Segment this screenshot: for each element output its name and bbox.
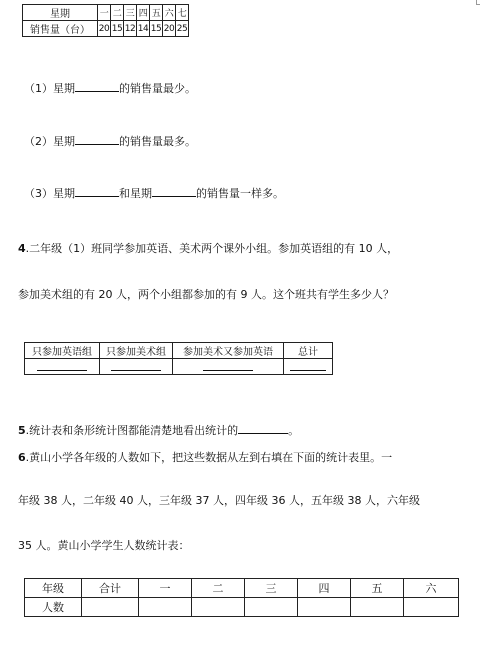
answer-cell[interactable] <box>284 359 333 375</box>
answer-blank[interactable] <box>152 186 196 197</box>
answer-blank[interactable] <box>75 186 119 197</box>
table-row <box>25 359 333 375</box>
table-header-cell: 五 <box>351 579 404 598</box>
table-header-cell: 只参加英语组 <box>25 343 100 359</box>
table-cell: 15 <box>150 21 163 37</box>
answer-cell[interactable] <box>245 598 298 617</box>
question-2-prefix: （2）星期 <box>24 135 75 148</box>
problem-5-suffix: 。 <box>288 424 300 437</box>
answer-blank[interactable] <box>238 423 288 434</box>
table-header-cell: 三 <box>245 579 298 598</box>
problem-4-line-2 <box>18 286 394 302</box>
table-cell: 三 <box>124 5 137 21</box>
problem-5-text: .统计表和条形统计图都能清楚地看出统计的 <box>25 424 239 437</box>
question-3-suffix: 的销售量一样多。 <box>196 187 284 200</box>
answer-cell[interactable] <box>298 598 351 617</box>
table-header-cell: 总计 <box>284 343 333 359</box>
table-cell: 20 <box>98 21 111 37</box>
question-2 <box>24 133 196 149</box>
table-row <box>25 343 333 359</box>
table-header-cell: 合计 <box>82 579 139 598</box>
answer-cell[interactable] <box>351 598 404 617</box>
problem-6-number: 6 <box>18 451 26 464</box>
problem-5 <box>18 422 299 438</box>
table-row <box>23 5 189 21</box>
problem-4-text-1: .二年级（1）班同学参加英语、美术两个课外小组。参加英语组的有 10 人， <box>25 242 399 255</box>
question-3 <box>24 185 284 201</box>
question-3-prefix: （3）星期 <box>24 187 75 200</box>
grade-table <box>24 578 459 617</box>
table-cell: 人数 <box>25 598 82 617</box>
question-3-middle: 和星期 <box>119 187 152 200</box>
answer-cell[interactable] <box>192 598 245 617</box>
question-1-suffix: 的销售量最少。 <box>119 82 196 95</box>
problem-4-text-2: 参加美术组的有 20 人，两个小组都参加的有 9 人。这个班共有学生多少人？ <box>18 288 394 301</box>
table-header-cell: 六 <box>404 579 459 598</box>
table-cell: 20 <box>163 21 176 37</box>
table-cell: 12 <box>124 21 137 37</box>
table-row <box>25 579 459 598</box>
answer-cell[interactable] <box>139 598 192 617</box>
table-cell: 二 <box>111 5 124 21</box>
table-cell: 四 <box>137 5 150 21</box>
table-cell: 五 <box>150 5 163 21</box>
answer-blank[interactable] <box>75 81 119 92</box>
group-table <box>24 342 333 375</box>
table-row <box>25 598 459 617</box>
table-cell: 25 <box>176 21 189 37</box>
problem-4-line-1 <box>18 240 398 256</box>
problem-4-number: 4 <box>18 242 26 255</box>
answer-cell[interactable] <box>404 598 459 617</box>
answer-blank[interactable] <box>75 134 119 145</box>
question-1-prefix: （1）星期 <box>24 82 75 95</box>
problem-6-text-1: .黄山小学各年级的人数如下，把这些数据从左到右填在下面的统计表里。一 <box>25 451 393 464</box>
table-header-cell: 只参加美术组 <box>100 343 173 359</box>
table-cell: 六 <box>163 5 176 21</box>
question-2-suffix: 的销售量最多。 <box>119 135 196 148</box>
table-cell: 14 <box>137 21 150 37</box>
table-header-cell: 年级 <box>25 579 82 598</box>
table-header-cell: 四 <box>298 579 351 598</box>
table-cell: 星期 <box>23 5 98 21</box>
answer-cell[interactable] <box>100 359 173 375</box>
problem-6-text-3: 35 人。黄山小学学生人数统计表： <box>18 539 190 552</box>
table-row <box>23 21 189 37</box>
table-cell: 一 <box>98 5 111 21</box>
answer-cell[interactable] <box>82 598 139 617</box>
corner-crop-mark <box>476 0 480 5</box>
problem-6-line-1 <box>18 449 392 465</box>
problem-6-text-2: 年级 38 人，二年级 40 人，三年级 37 人，四年级 36 人，五年级 38 人，六年级 <box>18 494 420 507</box>
question-1 <box>24 80 196 96</box>
problem-6-line-3 <box>18 537 190 553</box>
table-header-cell: 参加美术又参加英语 <box>173 343 284 359</box>
answer-cell[interactable] <box>25 359 100 375</box>
problem-5-number: 5 <box>18 424 26 437</box>
table-cell: 七 <box>176 5 189 21</box>
table-header-cell: 一 <box>139 579 192 598</box>
answer-cell[interactable] <box>173 359 284 375</box>
problem-6-line-2 <box>18 492 420 508</box>
table-cell: 销售量（台） <box>23 21 98 37</box>
table-header-cell: 二 <box>192 579 245 598</box>
weekday-sales-table <box>22 4 189 37</box>
table-cell: 15 <box>111 21 124 37</box>
